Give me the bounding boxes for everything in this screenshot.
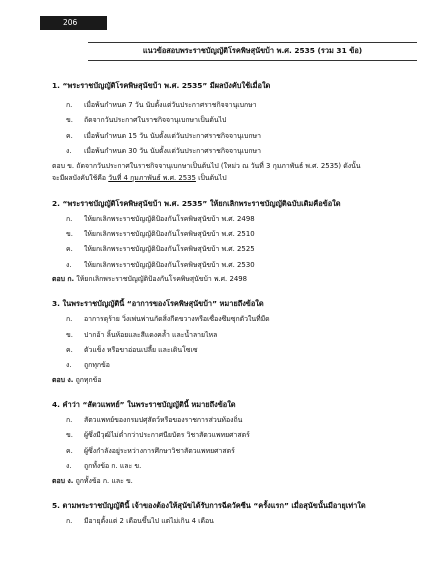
questions-list (52, 80, 421, 542)
question-5 (52, 500, 421, 529)
option-label: ค. (66, 346, 73, 355)
page-number-badge: 206 (40, 16, 107, 30)
answer (52, 273, 421, 285)
option-c (52, 242, 421, 257)
option-a (52, 98, 421, 113)
option-a (52, 212, 421, 227)
option-label: ง. (66, 462, 72, 471)
option-text: ถูกทุกข้อ (84, 361, 110, 370)
option-text: มีอายุตั้งแต่ 2 เดือนขึ้นไป แต่ไม่เกิน 4 เดือน (84, 516, 214, 525)
option-c (52, 444, 421, 459)
question-title: 1. “พระราชบัญญัติโรคพิษสุนัขบ้า พ.ศ. 2535” มีผลบังคับใช้เมื่อใด (52, 81, 271, 90)
question-3 (52, 298, 421, 386)
option-d (52, 144, 421, 159)
option-label: ง. (66, 260, 72, 269)
option-label: ก. (66, 101, 73, 109)
option-label: ข. (66, 230, 73, 239)
option-a (52, 413, 421, 428)
option-label: ก. (66, 214, 73, 223)
option-d (52, 358, 421, 373)
answer (52, 160, 421, 185)
option-label: ก. (66, 315, 73, 324)
document-title: แนวข้อสอบพระราชบัญญัติโรคพิษสุนัขบ้า พ.ศ. 2535 (รวม 31 ข้อ) (142, 46, 363, 55)
option-b (52, 227, 421, 242)
option-label: ข. (66, 116, 73, 125)
option-text: ให้ยกเลิกพระราชบัญญัติป้องกันโรคพิษสุนัขบ้า พ.ศ. 2510 (84, 230, 255, 239)
answer (52, 475, 421, 487)
option-text: ผู้ซึ่งมีวุฒิไม่ต่ำกว่าประกาศนียบัตร วิชาสัตวแพทยศาสตร์ (84, 431, 250, 440)
option-b (52, 428, 421, 443)
answer-label: ตอบ ง. (52, 375, 74, 384)
option-text: ตัวแข็ง หรือขาอ่อนเปลี้ย และเดินโซเซ (84, 346, 198, 355)
answer-text: ให้ยกเลิกพระราชบัญญัติป้องกันโรคพิษสุนัขบ้า พ.ศ. 2498 (76, 275, 247, 284)
title-rule-bottom (88, 60, 417, 61)
option-text: เมื่อพ้นกำหนด 30 วัน นับตั้งแต่วันประกาศราชกิจจานุเบกษา (84, 147, 261, 156)
option-text: ให้ยกเลิกพระราชบัญญัติป้องกันโรคพิษสุนัขบ้า พ.ศ. 2530 (84, 260, 255, 269)
option-text: ให้ยกเลิกพระราชบัญญัติป้องกันโรคพิษสุนัขบ้า พ.ศ. 2525 (84, 245, 255, 254)
option-text: สัตวแพทย์ของกรมปศุสัตว์หรือของราชการส่วนท้องถิ่น (84, 415, 243, 424)
option-label: ก. (66, 415, 73, 424)
option-label: ก. (66, 516, 73, 525)
option-text: ถูกทั้งข้อ ก. และ ข. (84, 462, 142, 471)
answer-label: ตอบ ง. (52, 476, 74, 485)
question-4 (52, 399, 421, 487)
answer-label: ตอบ ก. (52, 275, 75, 284)
option-text: ผู้ซึ่งกำลังอยู่ระหว่างการศึกษาวิชาสัตวแพทยศาสตร์ (84, 446, 235, 455)
answer-date-underlined: วันที่ 4 กุมภาพันธ์ พ.ศ. 2535 (108, 174, 196, 183)
option-text: อาการดุร้าย วิ่งเพ่นพ่านกัดสิ่งกีดขวางหรือเซื่องซึมซุกตัวในที่มืด (84, 315, 270, 324)
option-label: ข. (66, 330, 73, 339)
option-c (52, 343, 421, 358)
question-title: 4. คำว่า “สัตวแพทย์” ในพระราชบัญญัตินี้ หมายถึงข้อใด (52, 399, 236, 409)
question-2 (52, 198, 421, 286)
option-label: ค. (66, 446, 73, 455)
option-text: ปากอ้า ลิ้นห้อยและสีแดงคล้ำ และน้ำลายไหล (84, 330, 218, 339)
question-title: 3. ในพระราชบัญญัตินี้ “อาการของโรคพิษสุนัขบ้า” หมายถึงข้อใด (52, 299, 264, 309)
answer-text: ถูกทุกข้อ (75, 375, 102, 384)
question-title: 2. “พระราชบัญญัติโรคพิษสุนัขบ้า พ.ศ. 2535” ให้ยกเลิกพระราชบัญญัติฉบับเดิมคือข้อใด (52, 198, 341, 208)
option-d (52, 459, 421, 474)
option-c (52, 129, 421, 144)
option-label: ง. (66, 147, 72, 156)
option-a (52, 514, 421, 529)
option-text: ให้ยกเลิกพระราชบัญญัติป้องกันโรคพิษสุนัขบ้า พ.ศ. 2498 (84, 214, 255, 223)
title-rule-top (88, 42, 417, 43)
option-label: ค. (66, 245, 73, 254)
option-text: เมื่อพ้นกำหนด 7 วัน นับตั้งแต่วันประกาศราชกิจจานุเบกษา (84, 101, 257, 109)
answer-text: ถัดจากวันประกาศในราชกิจจานุเบกษาเป็นต้นไป (ใหม่ว ณ วันที่ 3 กุมภาพันธ์ พ.ศ. 2535) ดังนั้น (76, 161, 361, 170)
option-label: ง. (66, 361, 72, 370)
answer-text: ถูกทั้งข้อ ก. และ ข. (75, 476, 133, 485)
option-a (52, 312, 421, 327)
option-text: ถัดจากวันประกาศในราชกิจจานุเบกษาเป็นต้นไป (84, 116, 227, 125)
answer-label: ตอบ ข. (52, 161, 75, 170)
option-b (52, 328, 421, 343)
option-label: ข. (66, 431, 73, 440)
option-label: ค. (66, 131, 73, 140)
option-b (52, 113, 421, 128)
option-d (52, 258, 421, 273)
question-title: 5. ตามพระราชบัญญัตินี้ เจ้าของต้องให้สุนัขได้รับการฉีดวัคซีน “ครั้งแรก” เมื่อสุนัขนั้นมีอายุเท่าใด (52, 500, 366, 510)
answer (52, 374, 421, 386)
option-text: เมื่อพ้นกำหนด 15 วัน นับตั้งแต่วันประกาศราชกิจจานุเบกษา (84, 131, 261, 140)
question-1 (52, 80, 421, 185)
answer-text-line2-pre: จะมีผลบังคับใช้คือ (52, 174, 109, 183)
answer-text-line2-post: เป็นต้นไป (195, 174, 227, 183)
